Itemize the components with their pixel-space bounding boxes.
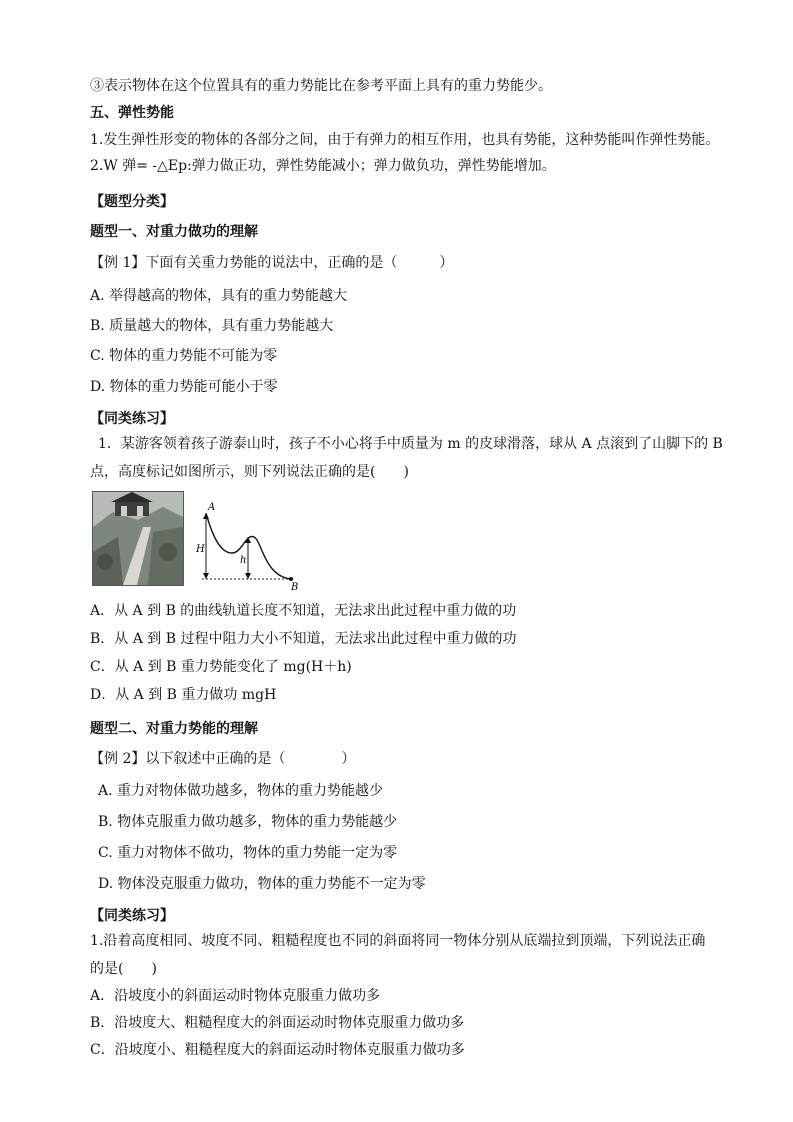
- option: C. 重力对物体不做功，物体的重力势能一定为零: [98, 845, 398, 861]
- section-heading: 【同类练习】: [90, 908, 174, 924]
- option: A．沿坡度小的斜面运动时物体克服重力做功多: [90, 988, 381, 1004]
- option: D. 物体没克服重力做功，物体的重力势能不一定为零: [98, 876, 426, 892]
- option: B．从 A 到 B 过程中阻力大小不知道，无法求出此过程中重力做的功: [90, 631, 517, 647]
- option: C．从 A 到 B 重力势能变化了 mg(H＋h): [90, 659, 352, 675]
- section-heading: 【同类练习】: [90, 411, 174, 427]
- option: A. 重力对物体做功越多，物体的重力势能越少: [98, 783, 384, 799]
- text-line: 2.W 弹= -△Ep:弹力做正功，弹性势能减小；弹力做负功，弹性势能增加。: [90, 158, 556, 174]
- section-heading: 【题型分类】: [90, 194, 174, 210]
- question-text: 点，高度标记如图所示，则下列说法正确的是( ): [90, 464, 409, 480]
- option: B. 物体克服重力做功越多，物体的重力势能越少: [98, 814, 398, 830]
- height-small-h-label: h: [240, 555, 247, 566]
- option: C．沿坡度小、粗糙程度大的斜面运动时物体克服重力做功多: [90, 1042, 465, 1058]
- option: D．从 A 到 B 重力做功 mgH: [90, 687, 277, 703]
- option: C. 物体的重力势能不可能为零: [90, 348, 278, 364]
- option: B．沿坡度大、粗糙程度大的斜面运动时物体克服重力做功多: [90, 1015, 465, 1031]
- question-text: 的是( ): [90, 961, 157, 977]
- example-question: 【例 2】以下叙述中正确的是（ ）: [90, 751, 356, 767]
- question-text: 1．某游客领着孩子游泰山时，孩子不小心将手中质量为 m 的皮球滑落，球从 A 点滚到了山脚下的 B: [98, 436, 723, 452]
- question-text: 1.沿着高度相同、坡度不同、粗糙程度也不同的斜面将同一物体分别从底端拉到顶端，下列说法正确: [90, 933, 706, 949]
- option: D. 物体的重力势能可能小于零: [90, 379, 278, 395]
- example-question: 【例 1】下面有关重力势能的说法中，正确的是（ ）: [90, 255, 454, 271]
- section-heading: 五、弹性势能: [90, 105, 174, 121]
- section-heading: 题型二、对重力势能的理解: [90, 721, 258, 737]
- track-diagram: [190, 495, 310, 590]
- text-line: ③表示物体在这个位置具有的重力势能比在参考平面上具有的重力势能少。: [90, 78, 552, 94]
- option: A. 举得越高的物体，具有的重力势能越大: [90, 288, 348, 304]
- section-heading: 题型一、对重力做功的理解: [90, 224, 258, 240]
- mountain-photo: [92, 491, 184, 586]
- point-a-label: A: [208, 502, 216, 513]
- option: B. 质量越大的物体，具有重力势能越大: [90, 318, 334, 334]
- option: A．从 A 到 B 的曲线轨道长度不知道，无法求出此过程中重力做的功: [90, 603, 517, 619]
- text-line: 1.发生弹性形变的物体的各部分之间，由于有弹力的相互作用，也具有势能，这种势能叫作弹性势能。: [90, 132, 720, 148]
- point-b-label: B: [291, 582, 299, 590]
- height-h-label: H: [196, 544, 205, 555]
